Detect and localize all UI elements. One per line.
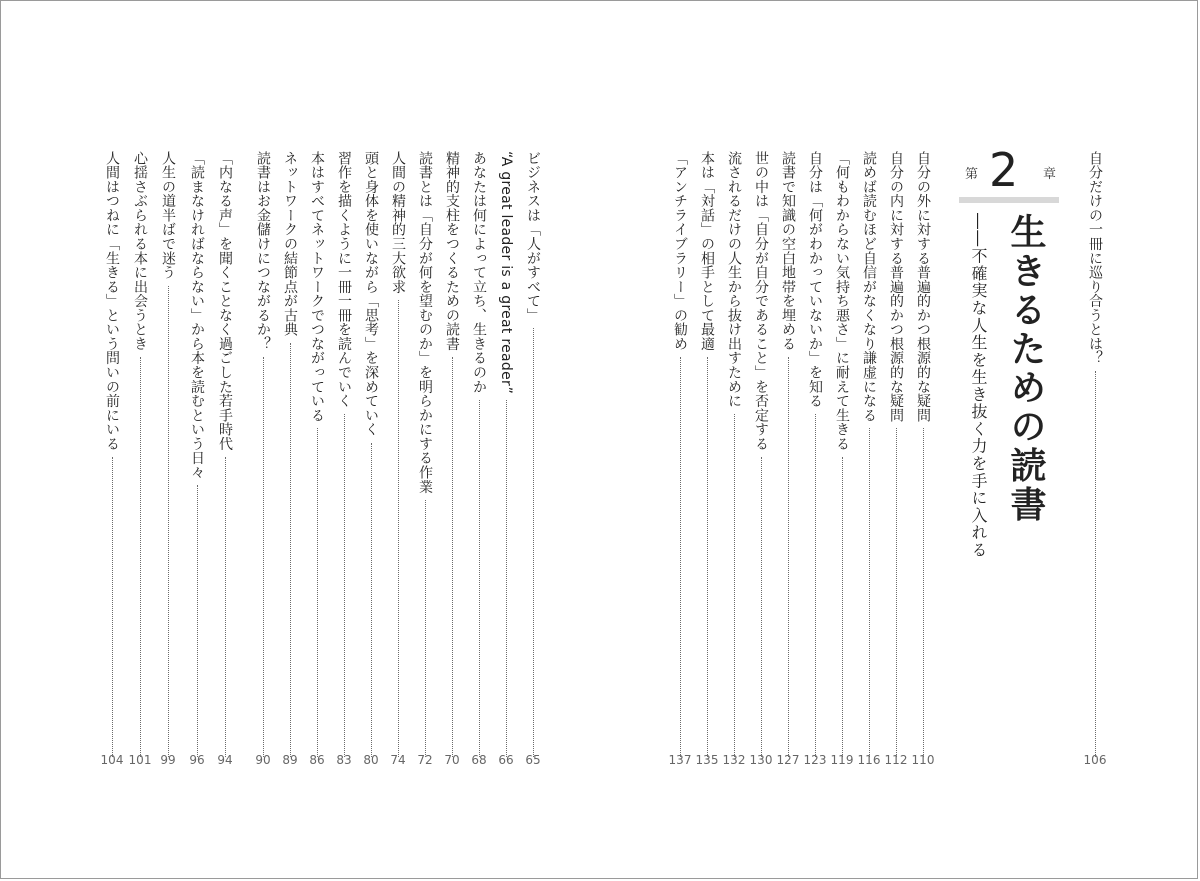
dot-leader xyxy=(815,414,816,757)
toc-entry[interactable] xyxy=(495,151,517,761)
toc-entry-page: 96 xyxy=(189,753,205,767)
toc-entry-title: ネットワークの結節点が古典 xyxy=(282,151,298,337)
toc-entry-title: あなたは何によって立ち、生きるのか xyxy=(471,151,487,394)
toc-entry-page: 132 xyxy=(722,753,746,767)
toc-entry[interactable] xyxy=(441,151,463,761)
dot-leader xyxy=(533,328,534,757)
toc-entry[interactable] xyxy=(912,151,934,761)
toc-entry-page: 112 xyxy=(884,753,908,767)
toc-entry-title: ビジネスは「人がすべて」 xyxy=(525,151,541,323)
toc-entry[interactable] xyxy=(414,151,436,761)
toc-entry-page: 119 xyxy=(830,753,854,767)
toc-entry[interactable] xyxy=(750,151,772,761)
toc-entry-title: 本は「対話」の相手として最適 xyxy=(699,151,715,351)
chapter-rule xyxy=(959,197,1059,203)
toc-entry[interactable] xyxy=(252,151,274,761)
toc-entry-title: 自分の内に対する普遍的かつ根源的な疑問 xyxy=(888,151,904,423)
toc-entry-title: 自分の外に対する普遍的かつ根源的な疑問 xyxy=(915,151,931,423)
toc-entry-page: 83 xyxy=(336,753,352,767)
toc-entry-page: 104 xyxy=(100,753,124,767)
dot-leader xyxy=(197,485,198,757)
toc-entry-title: 読めば読むほど自信がなくなり謙虚になる xyxy=(861,151,877,423)
toc-entry-page: 65 xyxy=(525,753,541,767)
toc-entry-page: 137 xyxy=(668,753,692,767)
toc-entry[interactable] xyxy=(360,151,382,761)
toc-entry-page: 110 xyxy=(911,753,935,767)
chapter-number: 2 xyxy=(989,143,1019,197)
toc-entry[interactable] xyxy=(157,151,179,761)
dot-leader xyxy=(290,343,291,757)
toc-entry-page: 123 xyxy=(803,753,827,767)
toc-entry-title: 本はすべてネットワークでつながっている xyxy=(309,151,325,423)
toc-entry[interactable] xyxy=(858,151,880,761)
toc-entry[interactable] xyxy=(522,151,544,761)
toc-entry[interactable] xyxy=(214,151,236,761)
dot-leader xyxy=(112,457,113,757)
toc-entry-title: 読書で知識の空白地帯を埋める xyxy=(780,151,796,351)
chapter-label xyxy=(947,143,1087,197)
toc-entry[interactable] xyxy=(279,151,301,761)
toc-entry-title: 「何もわからない気持ち悪さ」に耐えて生きる xyxy=(834,151,850,451)
chapter-sho: 章 xyxy=(1043,167,1057,182)
dot-leader xyxy=(168,286,169,757)
dot-leader xyxy=(734,414,735,757)
dot-leader xyxy=(371,443,372,757)
toc-entry[interactable] xyxy=(468,151,490,761)
toc-entry-page: 135 xyxy=(695,753,719,767)
dot-leader xyxy=(398,300,399,757)
dot-leader xyxy=(479,400,480,757)
toc-entry[interactable] xyxy=(1084,151,1106,761)
toc-entry-page: 99 xyxy=(160,753,176,767)
dot-leader xyxy=(923,428,924,757)
dot-leader xyxy=(225,457,226,757)
dot-leader xyxy=(788,357,789,757)
chapter-title: 生きるための読書 xyxy=(1005,213,1046,525)
toc-entry-title: 人間の精神的三大欲求 xyxy=(390,151,406,294)
dot-leader xyxy=(1095,371,1096,757)
toc-entry-page: 130 xyxy=(749,753,773,767)
dot-leader xyxy=(317,428,318,757)
toc-entry-title: 精神的支柱をつくるための読書 xyxy=(444,151,460,351)
toc-entry-title: 読書はお金儲けにつながるか？ xyxy=(255,151,271,351)
toc-entry-page: 70 xyxy=(444,753,460,767)
dot-leader xyxy=(506,400,507,757)
toc-entry-page: 80 xyxy=(363,753,379,767)
toc-entry-title: 心揺さぶられる本に出会うとき xyxy=(132,151,148,351)
chapter-subtitle: ――不確実な人生を生き抜く力を手に入れる xyxy=(969,213,988,559)
dot-leader xyxy=(896,428,897,757)
toc-entry[interactable] xyxy=(669,151,691,761)
toc-entry-page: 74 xyxy=(390,753,406,767)
chapter-dai: 第 xyxy=(965,167,979,182)
dot-leader xyxy=(452,357,453,757)
dot-leader xyxy=(344,414,345,757)
dot-leader xyxy=(680,357,681,757)
dot-leader xyxy=(869,428,870,757)
toc-entry-title: 「読まなければならない」から本を読むという日々 xyxy=(189,151,205,480)
dot-leader xyxy=(263,357,264,757)
dot-leader xyxy=(425,500,426,757)
toc-entry[interactable] xyxy=(804,151,826,761)
dot-leader xyxy=(707,357,708,757)
toc-entry-title: 人間はつねに「生きる」という問いの前にいる xyxy=(104,151,120,451)
toc-entry-page: 89 xyxy=(282,753,298,767)
dot-leader xyxy=(761,457,762,757)
toc-entry-page: 68 xyxy=(471,753,487,767)
toc-entry[interactable] xyxy=(129,151,151,761)
dot-leader xyxy=(842,457,843,757)
toc-entry-title: 自分だけの一冊に巡り合うとは？ xyxy=(1087,151,1103,366)
toc-entry-title: 読書とは「自分が何を望むのか」を明らかにする作業 xyxy=(417,151,433,494)
toc-entry-title: 人生の道半ばで迷う xyxy=(160,151,176,280)
toc-entry[interactable] xyxy=(306,151,328,761)
toc-entry-page: 90 xyxy=(255,753,271,767)
toc-entry[interactable] xyxy=(101,151,123,761)
toc-entry-title: 「内なる声」を聞くことなく過ごした若手時代 xyxy=(217,151,233,451)
toc-entry-page: 72 xyxy=(417,753,433,767)
toc-entry-title: 「アンチライブラリー」の勧め xyxy=(672,151,688,351)
dot-leader xyxy=(140,357,141,757)
toc-entry-page: 101 xyxy=(128,753,152,767)
toc-entry[interactable] xyxy=(387,151,409,761)
toc-entry[interactable] xyxy=(885,151,907,761)
toc-entry-title: 流されるだけの人生から抜け出すために xyxy=(726,151,742,409)
toc-entry-title: 世の中は「自分が自分であること」を否定する xyxy=(753,151,769,451)
toc-entry[interactable] xyxy=(777,151,799,761)
toc-entry[interactable] xyxy=(723,151,745,761)
toc-entry-page: 86 xyxy=(309,753,325,767)
toc-entry-page: 66 xyxy=(498,753,514,767)
toc-entry-page: 106 xyxy=(1083,753,1107,767)
toc-entry[interactable] xyxy=(696,151,718,761)
toc-entry-page: 94 xyxy=(217,753,233,767)
toc-entry[interactable] xyxy=(831,151,853,761)
toc-entry[interactable] xyxy=(186,151,208,761)
toc-entry-title: “A great leader is a great reader” xyxy=(498,151,514,395)
toc-entry-title: 習作を描くように一冊一冊を読んでいく xyxy=(336,151,352,409)
toc-entry-title: 自分は「何がわかっていないか」を知る xyxy=(807,151,823,409)
toc-entry-page: 116 xyxy=(857,753,881,767)
toc-entry-title: 頭と身体を使いながら「思考」を深めていく xyxy=(363,151,379,437)
toc-entry[interactable] xyxy=(333,151,355,761)
toc-entry-page: 127 xyxy=(776,753,800,767)
